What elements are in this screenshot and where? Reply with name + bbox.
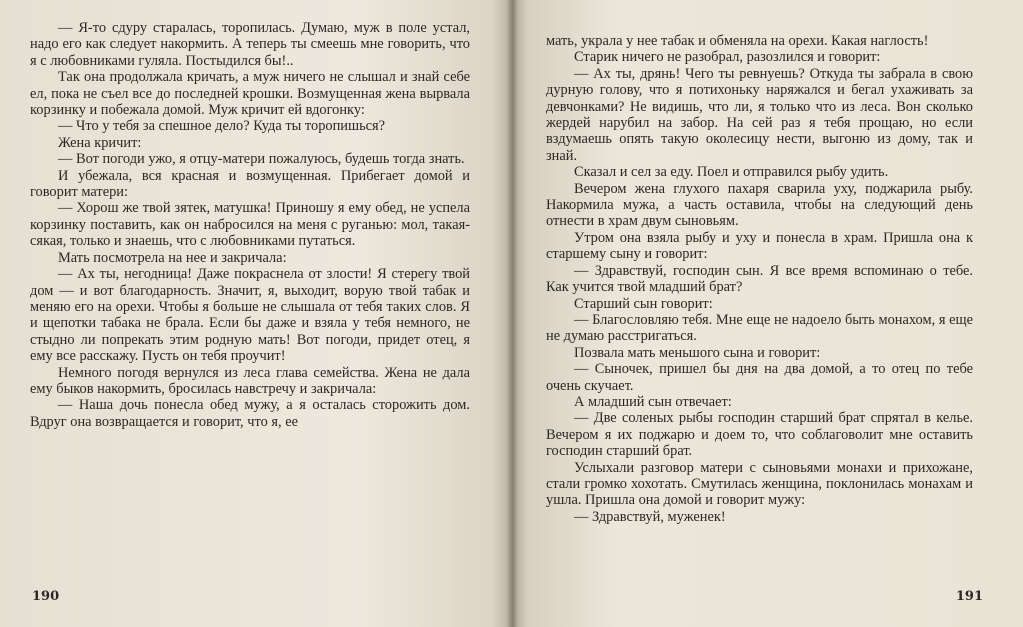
left-paragraph: — Вот погоди ужо, я отцу-матери пожалуюсь, будешь тогда знать.	[58, 151, 465, 168]
right-paragraph: — Здравствуй, муженек!	[574, 508, 726, 525]
left-paragraph: — Хорош же твой зятек, матушка! Приношу я ему обед, не успела корзинку поставить, как он набросился на меня с руганью: мол, такая-сякая, только и знаешь, что с любовниками путаться.	[30, 200, 470, 250]
right-paragraph: — Здравствуй, господин сын. Я все время вспоминаю о тебе. Как учится твой младший брат?	[546, 262, 973, 296]
right-paragraph: Утром она взяла рыбу и уху и понесла в храм. Пришла она к старшему сыну и говорит:	[546, 229, 973, 263]
right-paragraph: А младший сын отвечает:	[574, 393, 732, 410]
left-page-number: 190	[32, 588, 60, 604]
left-paragraph: — Что у тебя за спешное дело? Куда ты торопишься?	[58, 118, 386, 135]
right-paragraph: Сказал и сел за еду. Поел и отправился рыбу удить.	[574, 164, 889, 181]
right-paragraph: мать, украла у нее табак и обменяла на орехи. Какая наглость!	[546, 33, 929, 49]
left-paragraph: И убежала, вся красная и возмущенная. Прибегает домой и говорит матери:	[30, 167, 470, 201]
left-paragraph: — Ах ты, негодница! Даже покраснела от злости! Я стерегу твой дом — и вот благодарность. Значит, я, выходит, ворую твой табак и меняю его на орехи. Чтобы я больше не слышала от тебя таких слов. Я и щепотки табака не брала. Если бы даже и взяла у тебя немного, не стыдно ли попрекать этим родную мать! Вот погоди, придет отец, я ему все расскажу. Пусть он тебя проучит!	[30, 266, 470, 365]
right-paragraph: Услыхали разговор матери с сыновьями монахи и прихожане, стали громко хохотать. Смутилась женщина, поклонилась монахам и ушла. Пришла она домой и говорит мужу:	[546, 459, 973, 509]
left-paragraph: Так она продолжала кричать, а муж ничего не слышал и знай себе ел, пока не съел все до последней крошки. Возмущенная жена вырвала корзинку и побежала домой. Муж кричит ей вдогонку:	[30, 69, 470, 119]
right-paragraph: — Сыночек, пришел бы дня на два домой, а то отец по тебе очень скучает.	[546, 361, 973, 394]
left-paragraph: Жена кричит:	[58, 134, 142, 151]
left-paragraph: — Я-то сдуру старалась, торопилась. Думаю, муж в поле устал, надо его как следует накормить. А теперь ты смеешь мне говорить, что я с любовниками гуляла. Постыдился бы!..	[30, 20, 470, 69]
right-paragraph: — Две соленых рыбы господин старший брат спрятал в келье. Вечером я их поджарю и доем то, что соблаговолит мне оставить господин старший брат.	[546, 410, 973, 460]
right-paragraph: Позвала мать меньшого сына и говорит:	[574, 344, 821, 361]
right-paragraph: — Ах ты, дрянь! Чего ты ревнуешь? Откуда ты забрала в свою дурную голову, что я потихоньку наряжался и бегал ухаживать за девчонками? Не видишь, что ли, я только что из леса. Вон сколько жердей нарубил на забор. На сей раз я тебя прощаю, но если вздумаешь опять такую околесицу нести, выгоню из дому, так и знай.	[546, 65, 973, 164]
left-paragraph: Немного погодя вернулся из леса глава семейства. Жена не дала ему быков накормить, бросилась навстречу и закричала:	[30, 364, 470, 397]
right-paragraph: Вечером жена глухого пахаря сварила уху, поджарила рыбу. Накормила мужа, а часть оставила, чтобы на следующий день отнести в храм двум сыновьям.	[546, 180, 973, 230]
left-paragraph: Мать посмотрела на нее и закричала:	[58, 249, 287, 266]
right-paragraph: Старший сын говорит:	[574, 295, 713, 312]
left-paragraph: — Наша дочь понесла обед мужу, а я осталась сторожить дом. Вдруг она возвращается и говорит, что я, ее	[30, 397, 470, 430]
right-paragraph: Старик ничего не разобрал, разозлился и говорит:	[574, 49, 881, 66]
right-paragraph: — Благословляю тебя. Мне еще не надоело быть монахом, я еще не думаю расстригаться.	[546, 311, 973, 345]
right-page-number: 191	[955, 588, 983, 604]
book-gutter	[506, 0, 518, 627]
right-page	[512, 0, 1023, 627]
